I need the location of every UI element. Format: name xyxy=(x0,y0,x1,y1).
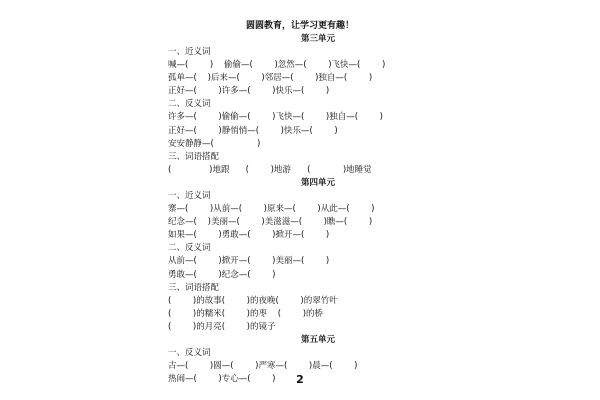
unit-3-collocation-heading: 三、词语搭配 xyxy=(168,151,220,162)
unit-3-synonyms-line-1: 喊—( ) 偷偷—( )忽然—( )飞快—( ) xyxy=(168,60,386,71)
unit-4-collocation-line-2: ( )的糯米( )的枣 ( )的桥 xyxy=(168,308,324,319)
unit-5-antonyms-line-1: 古—( )圆—( )严寒—( )晨—( ) xyxy=(168,361,358,372)
unit-3-antonyms-line-1: 许多—( )偷偷—( )飞快—( )独自—( ) xyxy=(168,112,383,123)
unit-4-synonyms-line-2: 纪念—( )美丽—( )美滋滋—( )瞧—( ) xyxy=(168,217,373,228)
unit-4-synonyms-heading: 一、近义词 xyxy=(168,190,211,201)
unit-4-antonyms-line-2: 勇敢—( )纪念—( ) xyxy=(168,269,276,280)
page-number: 2 xyxy=(296,373,304,386)
page-header: 圆圆教育，让学习更有趣！ xyxy=(245,21,354,31)
unit-5-title: 第五单元 xyxy=(300,334,335,345)
unit-4-title: 第四单元 xyxy=(300,177,335,188)
unit-4-synonyms-line-1: 寨—( )从前—( )原来—( )从此—( ) xyxy=(168,204,375,215)
unit-3-collocation-line-1: ( )地跟 ( )地游 ( )地睡觉 xyxy=(168,164,372,175)
unit-3-antonyms-heading: 二、反义词 xyxy=(168,99,211,110)
unit-5-antonyms-line-2: 热闹—( )专心—( ) xyxy=(168,374,276,385)
unit-3-synonyms-line-3: 正好—( )许多—( )快乐—( ) xyxy=(168,86,330,97)
unit-3-synonyms-line-2: 孤单—( )后来—( )邻居—( )独自—( ) xyxy=(168,73,373,84)
unit-4-collocation-line-3: ( )的月亮( )的镜子 xyxy=(168,321,276,332)
unit-4-antonyms-line-1: 从前—( )掀开—( )美丽—( ) xyxy=(168,256,330,267)
worksheet-content xyxy=(168,33,468,386)
unit-4-antonyms-heading: 二、反义词 xyxy=(168,243,211,254)
unit-3-antonyms-line-3: 安安静静—( ) xyxy=(168,138,261,149)
unit-3-antonyms-line-2: 正好—( )静悄悄—( )快乐—( ) xyxy=(168,125,338,136)
unit-3-synonyms-heading: 一、近义词 xyxy=(168,47,211,57)
unit-4-synonyms-line-3: 如果—( )勇敢—( )掀开—( ) xyxy=(168,230,330,241)
unit-4-collocation-line-1: ( )的故事( )的夜晚( )的翠竹叶 xyxy=(168,295,338,306)
unit-4-collocation-heading: 三、词语搭配 xyxy=(168,282,220,293)
unit-3-title: 第三单元 xyxy=(300,34,335,44)
unit-5-antonyms-heading: 一、反义词 xyxy=(168,347,211,358)
